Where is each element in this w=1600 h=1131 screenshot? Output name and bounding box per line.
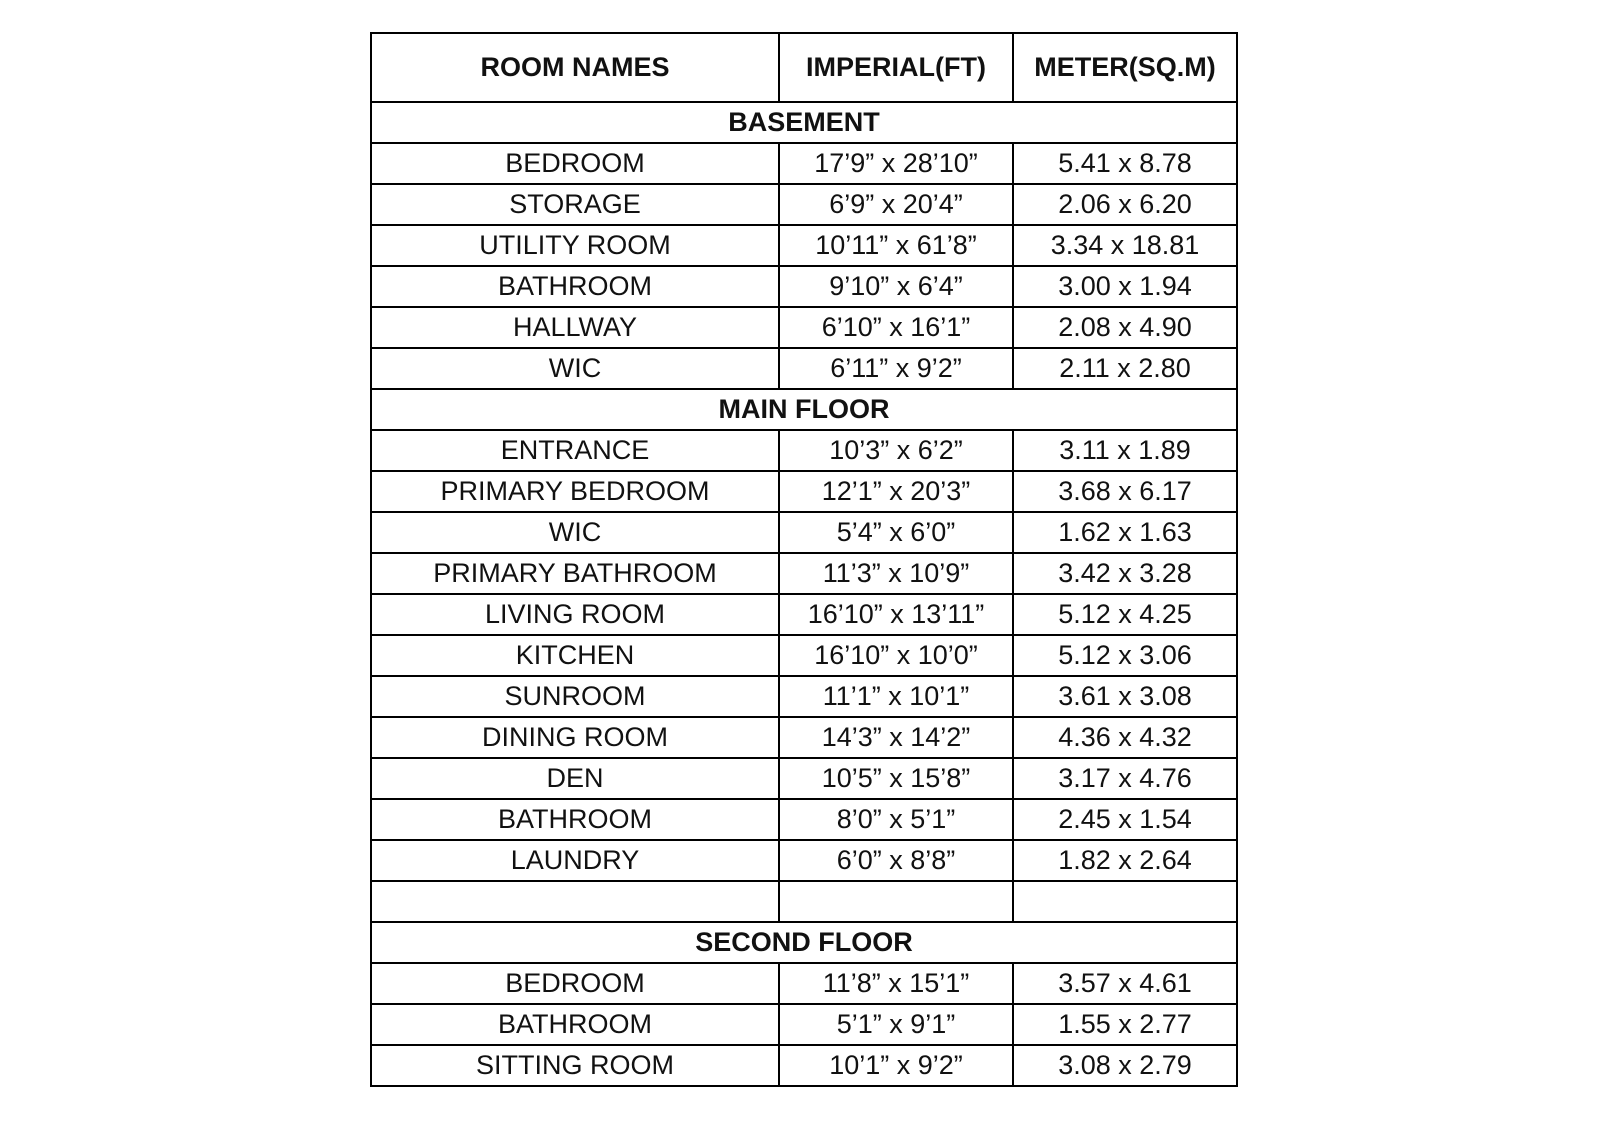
imperial-cell: 11’1” x 10’1” <box>779 676 1013 717</box>
room-name-cell: BATHROOM <box>371 799 779 840</box>
metric-cell: 3.11 x 1.89 <box>1013 430 1237 471</box>
metric-cell: 4.36 x 4.32 <box>1013 717 1237 758</box>
imperial-cell: 8’0” x 5’1” <box>779 799 1013 840</box>
imperial-cell: 6’11” x 9’2” <box>779 348 1013 389</box>
imperial-cell: 11’8” x 15’1” <box>779 963 1013 1004</box>
imperial-cell: 10’3” x 6’2” <box>779 430 1013 471</box>
metric-cell <box>1013 881 1237 922</box>
header-imperial: IMPERIAL(FT) <box>779 33 1013 102</box>
table-row <box>371 881 1237 922</box>
metric-cell: 3.00 x 1.94 <box>1013 266 1237 307</box>
table-row <box>371 266 1237 307</box>
room-name-cell: ENTRANCE <box>371 430 779 471</box>
room-name-cell: UTILITY ROOM <box>371 225 779 266</box>
room-name-cell: SITTING ROOM <box>371 1045 779 1086</box>
metric-cell: 2.11 x 2.80 <box>1013 348 1237 389</box>
table-row <box>371 1004 1237 1045</box>
section-header-row <box>371 389 1237 430</box>
section-header-row <box>371 102 1237 143</box>
table-row <box>371 512 1237 553</box>
metric-cell: 1.62 x 1.63 <box>1013 512 1237 553</box>
imperial-cell: 10’1” x 9’2” <box>779 1045 1013 1086</box>
room-name-cell: SUNROOM <box>371 676 779 717</box>
imperial-cell: 5’4” x 6’0” <box>779 512 1013 553</box>
room-name-cell: PRIMARY BEDROOM <box>371 471 779 512</box>
table-row <box>371 225 1237 266</box>
room-name-cell: WIC <box>371 512 779 553</box>
imperial-cell <box>779 881 1013 922</box>
table-row <box>371 1045 1237 1086</box>
room-name-cell: LIVING ROOM <box>371 594 779 635</box>
table-row <box>371 758 1237 799</box>
table-row <box>371 553 1237 594</box>
room-name-cell: BATHROOM <box>371 1004 779 1045</box>
table-row <box>371 184 1237 225</box>
imperial-cell: 9’10” x 6’4” <box>779 266 1013 307</box>
table-row <box>371 676 1237 717</box>
metric-cell: 3.34 x 18.81 <box>1013 225 1237 266</box>
room-name-cell: WIC <box>371 348 779 389</box>
imperial-cell: 5’1” x 9’1” <box>779 1004 1013 1045</box>
imperial-cell: 14’3” x 14’2” <box>779 717 1013 758</box>
table-row <box>371 348 1237 389</box>
room-name-cell: DEN <box>371 758 779 799</box>
table-row <box>371 307 1237 348</box>
header-room-names: ROOM NAMES <box>371 33 779 102</box>
metric-cell: 2.08 x 4.90 <box>1013 307 1237 348</box>
room-name-cell: BATHROOM <box>371 266 779 307</box>
table-body <box>371 33 1237 1086</box>
imperial-cell: 17’9” x 28’10” <box>779 143 1013 184</box>
room-name-cell <box>371 881 779 922</box>
metric-cell: 3.08 x 2.79 <box>1013 1045 1237 1086</box>
imperial-cell: 16’10” x 10’0” <box>779 635 1013 676</box>
metric-cell: 3.42 x 3.28 <box>1013 553 1237 594</box>
metric-cell: 1.82 x 2.64 <box>1013 840 1237 881</box>
metric-cell: 3.68 x 6.17 <box>1013 471 1237 512</box>
section-header-row <box>371 922 1237 963</box>
header-row <box>371 33 1237 102</box>
metric-cell: 3.57 x 4.61 <box>1013 963 1237 1004</box>
room-dimensions-table <box>370 32 1238 1087</box>
table-row <box>371 635 1237 676</box>
imperial-cell: 6’9” x 20’4” <box>779 184 1013 225</box>
metric-cell: 5.41 x 8.78 <box>1013 143 1237 184</box>
room-name-cell: PRIMARY BATHROOM <box>371 553 779 594</box>
metric-cell: 5.12 x 4.25 <box>1013 594 1237 635</box>
table-row <box>371 717 1237 758</box>
table-row <box>371 799 1237 840</box>
imperial-cell: 6’0” x 8’8” <box>779 840 1013 881</box>
table-row <box>371 594 1237 635</box>
metric-cell: 3.17 x 4.76 <box>1013 758 1237 799</box>
room-name-cell: STORAGE <box>371 184 779 225</box>
table-row <box>371 963 1237 1004</box>
section-title: SECOND FLOOR <box>371 922 1237 963</box>
metric-cell: 2.45 x 1.54 <box>1013 799 1237 840</box>
imperial-cell: 12’1” x 20’3” <box>779 471 1013 512</box>
imperial-cell: 10’11” x 61’8” <box>779 225 1013 266</box>
table-row <box>371 840 1237 881</box>
header-metric: METER(SQ.M) <box>1013 33 1237 102</box>
table-row <box>371 471 1237 512</box>
section-title: BASEMENT <box>371 102 1237 143</box>
room-name-cell: KITCHEN <box>371 635 779 676</box>
metric-cell: 5.12 x 3.06 <box>1013 635 1237 676</box>
metric-cell: 3.61 x 3.08 <box>1013 676 1237 717</box>
imperial-cell: 10’5” x 15’8” <box>779 758 1013 799</box>
room-name-cell: HALLWAY <box>371 307 779 348</box>
room-name-cell: BEDROOM <box>371 963 779 1004</box>
metric-cell: 2.06 x 6.20 <box>1013 184 1237 225</box>
section-title: MAIN FLOOR <box>371 389 1237 430</box>
metric-cell: 1.55 x 2.77 <box>1013 1004 1237 1045</box>
table-row <box>371 430 1237 471</box>
imperial-cell: 16’10” x 13’11” <box>779 594 1013 635</box>
room-name-cell: BEDROOM <box>371 143 779 184</box>
room-name-cell: LAUNDRY <box>371 840 779 881</box>
room-name-cell: DINING ROOM <box>371 717 779 758</box>
table-row <box>371 143 1237 184</box>
imperial-cell: 6’10” x 16’1” <box>779 307 1013 348</box>
imperial-cell: 11’3” x 10’9” <box>779 553 1013 594</box>
